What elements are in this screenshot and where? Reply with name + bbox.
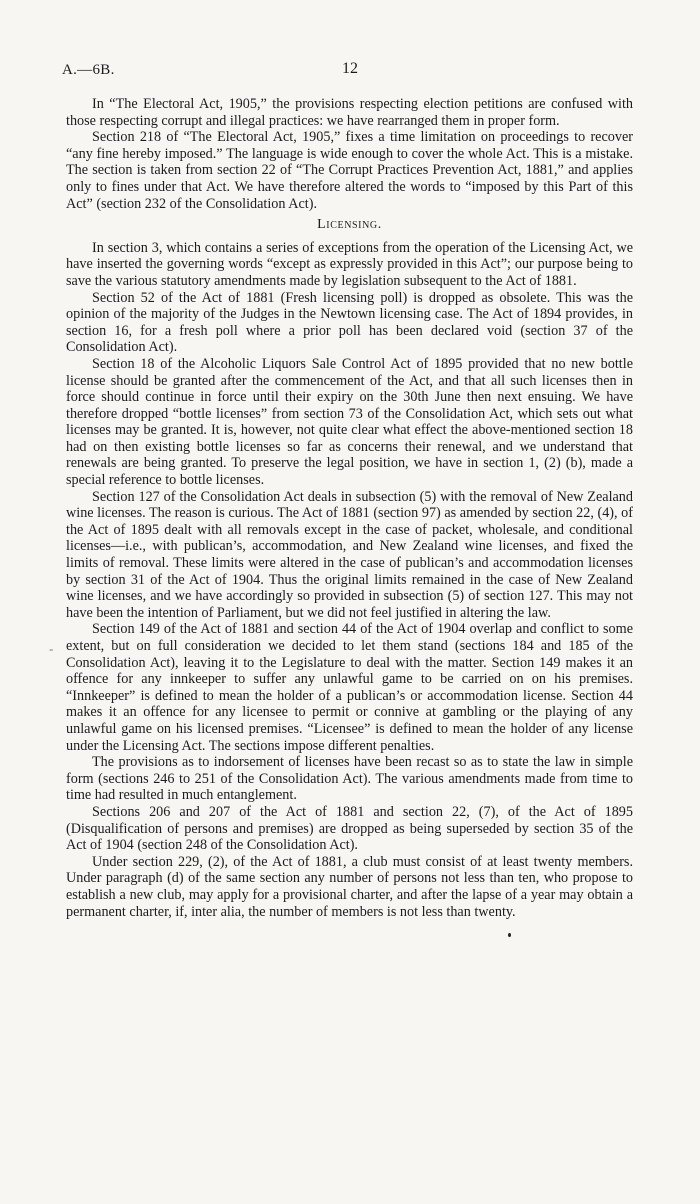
page-header: [62, 62, 638, 84]
paragraph-club-members: Under section 229, (2), of the Act of 1881, a club must consist of at least twenty members. Under paragraph (d) of the same section any number of persons not less than ten, who propose to establish a new club, may apply for a provisional charter, and after the lapse of a year may obtain a permanent charter, if, inter alia, the number of members is not less than twenty.: [66, 853, 633, 920]
margin-mark: -: [49, 641, 54, 656]
ink-speck: [508, 933, 511, 937]
paragraph-section-218: Section 218 of “The Electoral Act, 1905,” fixes a time limitation on proceedings to recover “any fine hereby imposed.” The language is wide enough to cover the whole Act. This is a mistake. The section is taken from section 22 of “The Corrupt Practices Prevention Act, 1881,” and applies only to fines under that Act. We have therefore altered the words to “imposed by this Part of this Act” (section 232 of the Consolidation Act).: [66, 129, 633, 212]
section-heading-licensing: Licensing.: [317, 217, 382, 233]
document-body: [66, 96, 633, 920]
paragraph-section-3: In section 3, which contains a series of exceptions from the operation of the Licensing Act, we have inserted the governing words “except as expressly provided in this Act”; our purpose being to save the various statutory amendments made by legislation subsequent to the Act of 1881.: [66, 239, 633, 289]
document-reference: A.—6B.: [62, 62, 115, 78]
paragraph-section-127: Section 127 of the Consolidation Act deals in subsection (5) with the removal of New Zealand wine licenses. The reason is curious. The Act of 1881 (section 97) as amended by section 22, (4), of the Act of 1895 dealt with all removals except in the case of packet, wholesale, and conditional licenses—i.e., with publican’s, accommodation, and New Zealand wine licenses, and fixed the limits of removal. These limits were altered in the case of publican’s and accommodation licenses by section 31 of the Act of 1904. Thus the original limits remained in the case of New Zealand wine licenses, and we have accordingly so provided in subsection (5) of section 127. This may not have been the intention of Parliament, but we did not feel justified in altering the law.: [66, 488, 633, 621]
paragraph-section-149: Section 149 of the Act of 1881 and section 44 of the Act of 1904 overlap and conflict to some extent, but on full consideration we decided to let them stand (sections 184 and 185 of the Consolidation Act), leaving it to the Legislature to deal with the matter. Section 149 makes it an offence for any innkeeper to suffer any unlawful game to be carried on on his premises. “Innkeeper” is defined to mean the holder of a publican’s or accommodation license. Section 44 makes it an offence for any licensee to permit or connive at gambling or the playing of any unlawful game on his licensed premises. “Licensee” is defined to mean the holder of any license under the Licensing Act. The sections impose different penalties.: [66, 621, 633, 754]
paragraph-bottle-licenses: Section 18 of the Alcoholic Liquors Sale Control Act of 1895 provided that no new bottle license should be granted after the commencement of the Act, and that all such licenses then in force should continue in force until their expiry on the 30th June then next ensuing. We have therefore dropped “bottle licenses” from section 73 of the Consolidation Act, which sets out what licenses may be granted. It is, however, not quite clear what effect the above-mentioned section 18 had on then existing bottle licenses so far as concerns their renewal, and we understand that renewals are being granted. To preserve the legal position, we have in section 1, (2) (b), made a special reference to bottle licenses.: [66, 355, 633, 489]
paragraph-section-52: Section 52 of the Act of 1881 (Fresh licensing poll) is dropped as obsolete. This was the opinion of the majority of the Judges in the Newtown licensing case. The Act of 1894 provides, in section 16, for a fresh poll where a prior poll has been declared void (section 37 of the Consolidation Act).: [66, 289, 633, 356]
paragraph-indorsement: The provisions as to indorsement of licenses have been recast so as to state the law in simple form (sections 246 to 251 of the Consolidation Act). The various amendments made from time to time had resulted in much entanglement.: [66, 754, 633, 804]
paragraph-election-petitions: In “The Electoral Act, 1905,” the provisions respecting election petitions are confused with those respecting corrupt and illegal practices: we have rearranged them in proper form.: [66, 96, 633, 129]
paragraph-disqualification: Sections 206 and 207 of the Act of 1881 and section 22, (7), of the Act of 1895 (Disqualification of persons and premises) are dropped as being superseded by section 35 of the Act of 1904 (section 248 of the Consolidation Act).: [66, 803, 633, 854]
page-number: 12: [342, 60, 358, 77]
